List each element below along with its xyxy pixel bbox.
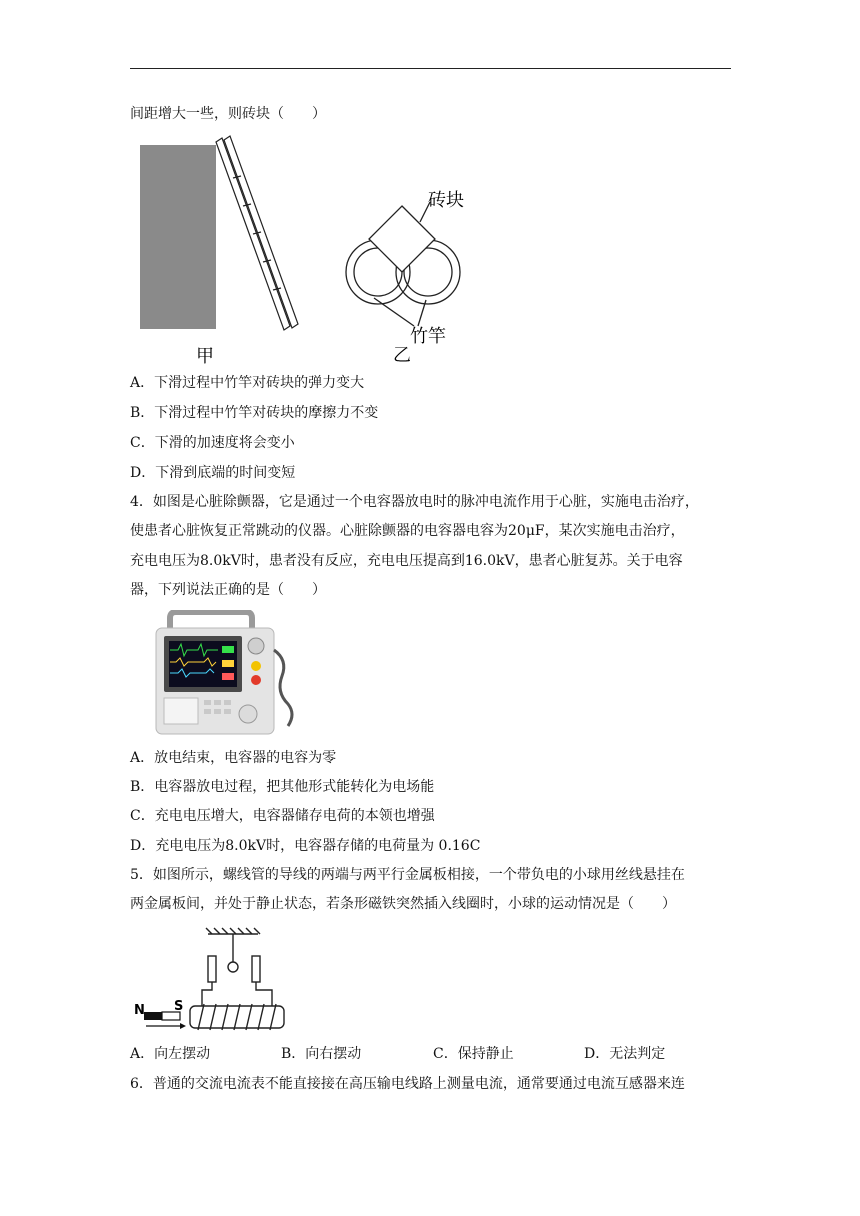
bamboo-poles — [216, 136, 298, 330]
label-jia: 甲 — [196, 346, 214, 367]
q5-option-c: C．保持静止 — [433, 1046, 514, 1062]
q5-option-d: D．无法判定 — [584, 1046, 666, 1062]
q5-option-a: A．向左摆动 — [130, 1046, 211, 1062]
cross-section — [346, 202, 460, 326]
label-yi: 乙 — [393, 345, 411, 366]
q3-stem-tail: 间距增大一些，则砖块（ ） — [130, 106, 326, 122]
q4-stem-line-2: 使患者心脏恢复正常跳动的仪器。心脏除颤器的电容器电容为20μF，某次实施电击治疗， — [130, 523, 685, 539]
q3-option-c: C．下滑的加速度将会变小 — [130, 435, 295, 451]
defibrillator-image — [148, 610, 298, 738]
q4-stem-line-4: 器，下列说法正确的是（ ） — [130, 582, 326, 598]
q4-option-d: D．充电电压为8.0kV时，电容器存储的电荷量为 0.16C — [130, 838, 481, 854]
magnet-label-s: S — [174, 999, 184, 1014]
q5-stem-line-2: 两金属板间，并处于静止状态，若条形磁铁突然插入线圈时，小球的运动情况是（ ） — [130, 896, 676, 912]
q3-option-b: B．下滑过程中竹竿对砖块的摩擦力不变 — [130, 405, 379, 421]
q4-option-c: C．充电电压增大，电容器储存电荷的本领也增强 — [130, 808, 435, 824]
q4-stem-line-3: 充电电压为8.0kV时，患者没有反应，充电电压提高到16.0kV，患者心脏复苏。关于电容 — [130, 553, 683, 569]
q3-figure — [130, 130, 480, 370]
q5-stem-line-1: 5．如图所示，螺线管的导线的两端与两平行金属板相接，一个带负电的小球用丝线悬挂在 — [130, 867, 685, 883]
q3-option-d: D．下滑到底端的时间变短 — [130, 465, 296, 481]
label-brick: 砖块 — [428, 190, 464, 211]
q3-option-a: A．下滑过程中竹竿对砖块的弹力变大 — [130, 375, 365, 391]
label-pole: 竹竿 — [410, 326, 446, 347]
header-rule — [130, 68, 731, 69]
magnet-label-n: N — [134, 1003, 145, 1018]
q4-stem-line-1: 4．如图是心脏除颤器，它是通过一个电容器放电时的脉冲电流作用于心脏，实施电击治疗， — [130, 494, 699, 510]
q4-option-b: B．电容器放电过程，把其他形式能转化为电场能 — [130, 779, 435, 795]
q4-option-a: A．放电结束，电容器的电容为零 — [130, 750, 337, 766]
q6-stem-line-1: 6．普通的交流电流表不能直接接在高压输电线路上测量电流，通常要通过电流互感器来连 — [130, 1076, 685, 1092]
wall-rect — [140, 145, 216, 329]
solenoid-figure — [132, 926, 292, 1036]
q5-option-b: B．向右摆动 — [281, 1046, 362, 1062]
